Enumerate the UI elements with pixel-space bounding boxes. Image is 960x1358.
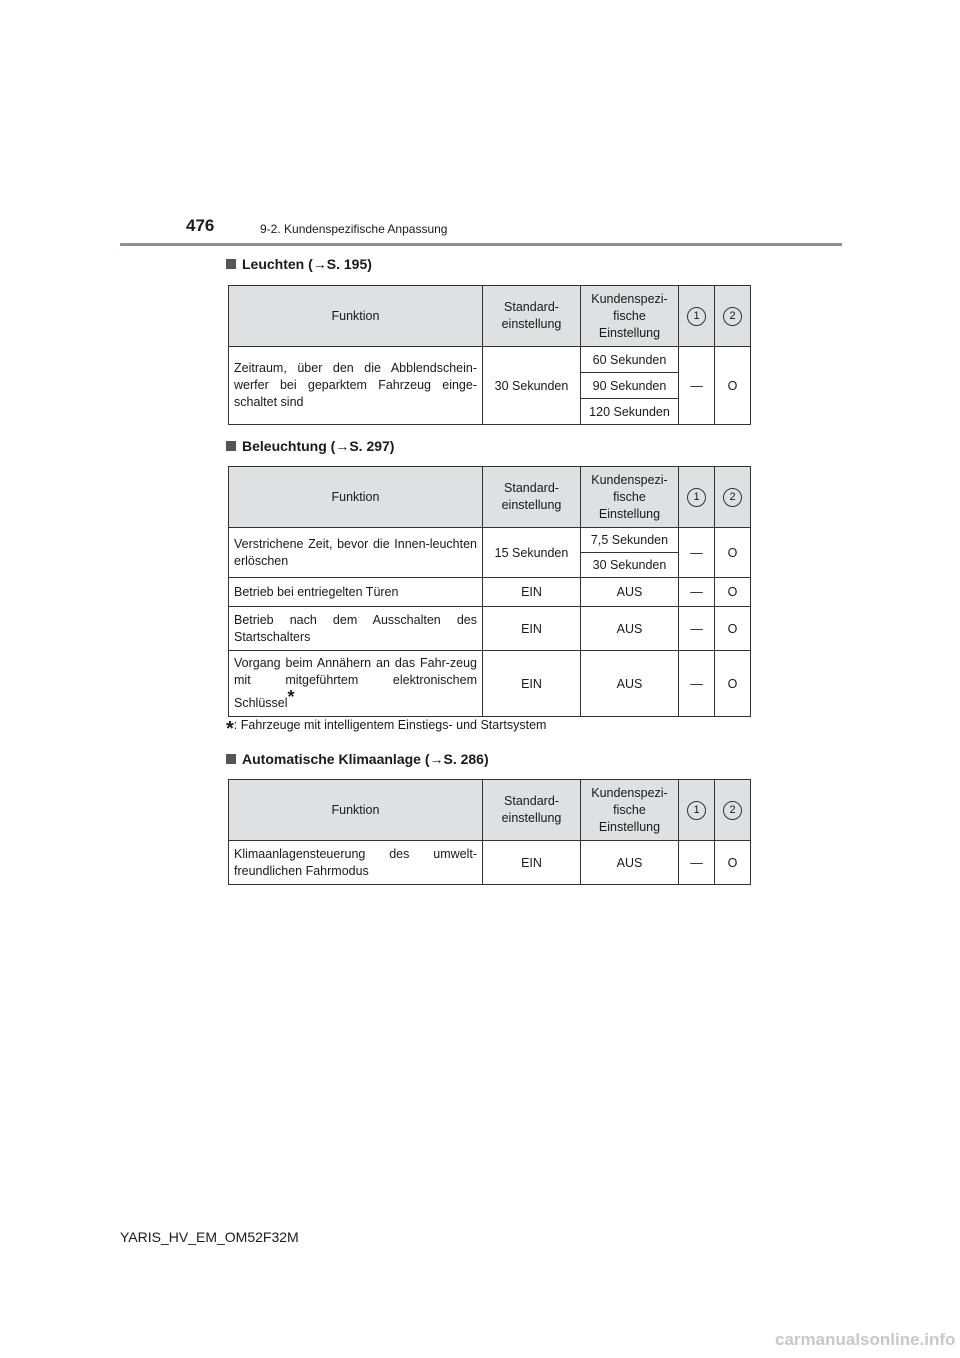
bullet-square-icon xyxy=(226,754,236,764)
col-header-1 xyxy=(679,780,715,841)
table-leuchten xyxy=(228,285,751,425)
col-header-standard: Standard- einstellung xyxy=(483,286,581,347)
col-header-kunden: Kundenspezi- fische Einstellung xyxy=(581,780,679,841)
col-header-1 xyxy=(679,467,715,528)
cell-col2: O xyxy=(715,578,751,607)
section-title: 9-2. Kundenspezifische Anpassung xyxy=(260,222,448,236)
col-header-2 xyxy=(715,286,751,347)
heading-text: Leuchten (→S. 195) xyxy=(242,256,372,272)
footnote-star: * xyxy=(226,718,234,740)
table-header-row xyxy=(229,286,751,347)
cell-col2: O xyxy=(715,528,751,578)
cell-col1: — xyxy=(679,347,715,425)
cell-col2: O xyxy=(715,841,751,885)
col-header-standard: Standard- einstellung xyxy=(483,467,581,528)
cell-funktion-text: Vorgang beim Annähern an das Fahr-zeug mit mitgeführtem elektronischem Schlüssel xyxy=(234,656,477,710)
circled-two-icon: 2 xyxy=(723,307,742,326)
cell-standard: 15 Sekunden xyxy=(483,528,581,578)
circled-one-icon: 1 xyxy=(687,801,706,820)
col-header-2 xyxy=(715,780,751,841)
footnote-asterisk: * xyxy=(287,687,295,707)
col-header-standard: Standard- einstellung xyxy=(483,780,581,841)
cell-funktion: Betrieb bei entriegelten Türen xyxy=(229,578,483,607)
header-rule xyxy=(120,243,842,246)
cell-custom: AUS xyxy=(581,651,679,717)
cell-col1: — xyxy=(679,651,715,717)
document-code: YARIS_HV_EM_OM52F32M xyxy=(120,1229,299,1245)
cell-standard: EIN xyxy=(483,651,581,717)
cell-funktion xyxy=(229,651,483,717)
cell-option: 60 Sekunden xyxy=(581,347,679,373)
bullet-square-icon xyxy=(226,259,236,269)
circled-two-icon: 2 xyxy=(723,488,742,507)
heading-text: Beleuchtung (→S. 297) xyxy=(242,438,395,454)
circled-one-icon: 1 xyxy=(687,307,706,326)
heading-klimaanlage xyxy=(226,751,489,767)
heading-leuchten xyxy=(226,256,372,272)
circled-one-icon: 1 xyxy=(687,488,706,507)
page-number: 476 xyxy=(186,216,215,235)
bullet-square-icon xyxy=(226,441,236,451)
col-header-1 xyxy=(679,286,715,347)
cell-standard: EIN xyxy=(483,841,581,885)
table-row xyxy=(229,607,751,651)
cell-standard: EIN xyxy=(483,607,581,651)
cell-option: 90 Sekunden xyxy=(581,373,679,399)
circled-two-icon: 2 xyxy=(723,801,742,820)
footnote xyxy=(226,718,546,741)
cell-option: 7,5 Sekunden xyxy=(581,528,679,553)
cell-standard: EIN xyxy=(483,578,581,607)
cell-col1: — xyxy=(679,607,715,651)
cell-col1: — xyxy=(679,578,715,607)
col-header-funktion: Funktion xyxy=(229,467,483,528)
table-header-row xyxy=(229,467,751,528)
cell-col1: — xyxy=(679,841,715,885)
cell-col2: O xyxy=(715,651,751,717)
cell-funktion: Klimaanlagensteuerung des umwelt-freundlichen Fahrmodus xyxy=(229,841,483,885)
cell-custom: AUS xyxy=(581,841,679,885)
watermark: carmanualsonline.info xyxy=(775,1330,956,1349)
col-header-kunden: Kundenspezi- fische Einstellung xyxy=(581,286,679,347)
cell-funktion: Verstrichene Zeit, bevor die Innen-leuchten erlöschen xyxy=(229,528,483,578)
cell-col2: O xyxy=(715,607,751,651)
col-header-2 xyxy=(715,467,751,528)
table-header-row xyxy=(229,780,751,841)
col-header-funktion: Funktion xyxy=(229,780,483,841)
table-row xyxy=(229,841,751,885)
cell-option: 30 Sekunden xyxy=(581,553,679,578)
table-row xyxy=(229,651,751,717)
cell-custom: AUS xyxy=(581,607,679,651)
col-header-kunden: Kundenspezi- fische Einstellung xyxy=(581,467,679,528)
cell-standard: 30 Sekunden xyxy=(483,347,581,425)
table-beleuchtung xyxy=(228,466,751,717)
footnote-text: : Fahrzeuge mit intelligentem Einstiegs- und Startsystem xyxy=(233,718,547,732)
table-klimaanlage xyxy=(228,779,751,885)
cell-funktion: Betrieb nach dem Ausschalten des Startschalters xyxy=(229,607,483,651)
table-row xyxy=(229,347,751,373)
heading-beleuchtung xyxy=(226,438,394,454)
cell-col1: — xyxy=(679,528,715,578)
cell-option: 120 Sekunden xyxy=(581,399,679,425)
cell-custom: AUS xyxy=(581,578,679,607)
col-header-funktion: Funktion xyxy=(229,286,483,347)
heading-text: Automatische Klimaanlage (→S. 286) xyxy=(242,751,489,767)
table-row xyxy=(229,578,751,607)
table-row xyxy=(229,528,751,553)
cell-funktion: Zeitraum, über den die Abblendschein-werfer bei geparktem Fahrzeug einge-schaltet sind xyxy=(229,347,483,425)
cell-col2: O xyxy=(715,347,751,425)
